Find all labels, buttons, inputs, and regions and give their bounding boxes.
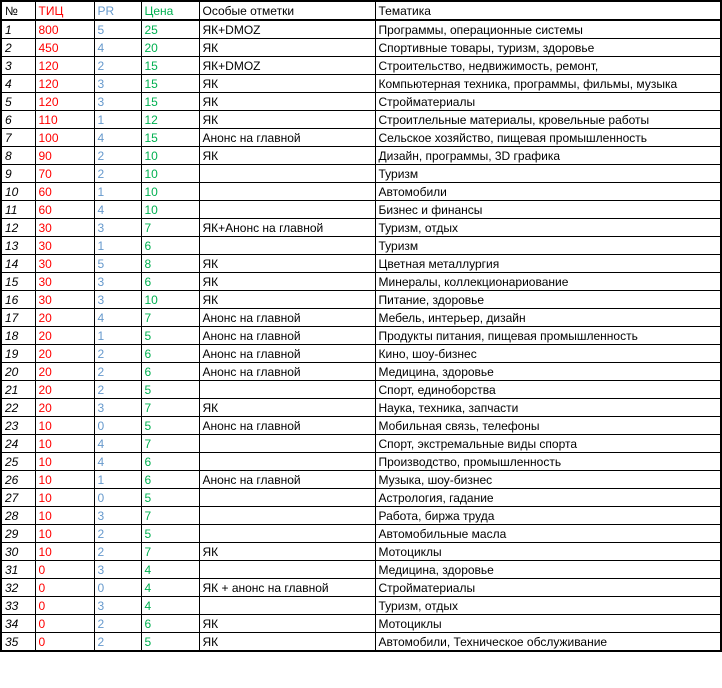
cell-tic[interactable]: 30: [35, 219, 94, 237]
cell-theme[interactable]: Наука, техника, запчасти: [375, 399, 721, 417]
table-row: [1, 291, 721, 309]
cell-row-number[interactable]: 8: [1, 147, 35, 165]
cell-theme[interactable]: Дизайн, программы, 3D графика: [375, 147, 721, 165]
cell-row-number[interactable]: 12: [1, 219, 35, 237]
cell-theme[interactable]: Питание, здоровье: [375, 291, 721, 309]
cell-price[interactable]: 10: [141, 183, 199, 201]
table-row: [1, 165, 721, 183]
table-row: [1, 273, 721, 291]
column-header-price[interactable]: Цена: [141, 1, 199, 20]
table-row: [1, 327, 721, 345]
table-row: [1, 75, 721, 93]
column-header-pr[interactable]: PR: [94, 1, 141, 20]
cell-price[interactable]: 15: [141, 75, 199, 93]
cell-tic[interactable]: 30: [35, 291, 94, 309]
cell-special-marks[interactable]: [199, 165, 375, 183]
table-row: [1, 561, 721, 579]
cell-tic[interactable]: 20: [35, 399, 94, 417]
cell-row-number[interactable]: 10: [1, 183, 35, 201]
table-row: [1, 183, 721, 201]
cell-price[interactable]: 6: [141, 273, 199, 291]
cell-pr[interactable]: 3: [94, 597, 141, 615]
cell-price[interactable]: 25: [141, 20, 199, 39]
cell-special-marks[interactable]: [199, 381, 375, 399]
cell-row-number[interactable]: 9: [1, 165, 35, 183]
table-row: [1, 39, 721, 57]
cell-theme[interactable]: Мотоциклы: [375, 543, 721, 561]
cell-tic[interactable]: 0: [35, 597, 94, 615]
cell-row-number[interactable]: 24: [1, 435, 35, 453]
table-row: [1, 309, 721, 327]
cell-price[interactable]: 10: [141, 147, 199, 165]
table-row: [1, 471, 721, 489]
cell-tic[interactable]: 120: [35, 93, 94, 111]
cell-tic[interactable]: 30: [35, 273, 94, 291]
table-row: [1, 201, 721, 219]
cell-tic[interactable]: 20: [35, 363, 94, 381]
cell-tic[interactable]: 110: [35, 111, 94, 129]
table-row: [1, 579, 721, 597]
cell-tic[interactable]: 10: [35, 417, 94, 435]
cell-price[interactable]: 6: [141, 237, 199, 255]
cell-row-number[interactable]: 29: [1, 525, 35, 543]
cell-special-marks[interactable]: [199, 201, 375, 219]
cell-special-marks[interactable]: Анонс на главной: [199, 129, 375, 147]
cell-pr[interactable]: 1: [94, 471, 141, 489]
table-row: [1, 147, 721, 165]
cell-special-marks[interactable]: ЯК: [199, 273, 375, 291]
table-row: [1, 363, 721, 381]
cell-special-marks[interactable]: ЯК: [199, 255, 375, 273]
cell-tic[interactable]: 10: [35, 543, 94, 561]
cell-pr[interactable]: 2: [94, 525, 141, 543]
cell-theme[interactable]: Спортивные товары, туризм, здоровье: [375, 39, 721, 57]
cell-row-number[interactable]: 18: [1, 327, 35, 345]
cell-pr[interactable]: 3: [94, 291, 141, 309]
cell-row-number[interactable]: 23: [1, 417, 35, 435]
cell-price[interactable]: 6: [141, 615, 199, 633]
cell-row-number[interactable]: 33: [1, 597, 35, 615]
cell-pr[interactable]: 4: [94, 435, 141, 453]
table-body: [1, 20, 721, 651]
cell-theme[interactable]: Туризм, отдых: [375, 219, 721, 237]
cell-theme[interactable]: Кино, шоу-бизнес: [375, 345, 721, 363]
cell-row-number[interactable]: 32: [1, 579, 35, 597]
cell-pr[interactable]: 1: [94, 111, 141, 129]
cell-special-marks[interactable]: ЯК: [199, 75, 375, 93]
cell-special-marks[interactable]: Анонс на главной: [199, 471, 375, 489]
cell-tic[interactable]: 10: [35, 435, 94, 453]
cell-special-marks[interactable]: Анонс на главной: [199, 417, 375, 435]
cell-row-number[interactable]: 5: [1, 93, 35, 111]
cell-special-marks[interactable]: [199, 489, 375, 507]
cell-price[interactable]: 7: [141, 507, 199, 525]
cell-special-marks[interactable]: ЯК: [199, 633, 375, 652]
cell-special-marks[interactable]: ЯК: [199, 615, 375, 633]
cell-pr[interactable]: 3: [94, 399, 141, 417]
table-row: [1, 129, 721, 147]
table-row: [1, 615, 721, 633]
cell-theme[interactable]: Бизнес и финансы: [375, 201, 721, 219]
cell-pr[interactable]: 3: [94, 561, 141, 579]
cell-pr[interactable]: 2: [94, 363, 141, 381]
table-row: [1, 453, 721, 471]
cell-price[interactable]: 4: [141, 597, 199, 615]
cell-price[interactable]: 20: [141, 39, 199, 57]
cell-row-number[interactable]: 14: [1, 255, 35, 273]
cell-theme[interactable]: Мебель, интерьер, дизайн: [375, 309, 721, 327]
cell-row-number[interactable]: 1: [1, 20, 35, 39]
cell-special-marks[interactable]: ЯК: [199, 39, 375, 57]
cell-price[interactable]: 7: [141, 543, 199, 561]
table-row: [1, 111, 721, 129]
cell-price[interactable]: 5: [141, 381, 199, 399]
cell-special-marks[interactable]: [199, 525, 375, 543]
cell-special-marks[interactable]: ЯК+DMOZ: [199, 57, 375, 75]
cell-row-number[interactable]: 19: [1, 345, 35, 363]
cell-pr[interactable]: 2: [94, 57, 141, 75]
table-row: [1, 255, 721, 273]
cell-price[interactable]: 12: [141, 111, 199, 129]
cell-theme[interactable]: Спорт, экстремальные виды спорта: [375, 435, 721, 453]
cell-row-number[interactable]: 4: [1, 75, 35, 93]
cell-tic[interactable]: 10: [35, 489, 94, 507]
cell-price[interactable]: 6: [141, 471, 199, 489]
cell-pr[interactable]: 3: [94, 93, 141, 111]
table-row: [1, 525, 721, 543]
cell-row-number[interactable]: 17: [1, 309, 35, 327]
cell-special-marks[interactable]: ЯК + анонс на главной: [199, 579, 375, 597]
cell-tic[interactable]: 450: [35, 39, 94, 57]
cell-row-number[interactable]: 30: [1, 543, 35, 561]
cell-pr[interactable]: 1: [94, 183, 141, 201]
cell-tic[interactable]: 20: [35, 309, 94, 327]
cell-price[interactable]: 6: [141, 453, 199, 471]
table-row: [1, 543, 721, 561]
cell-theme[interactable]: Цветная металлургия: [375, 255, 721, 273]
cell-pr[interactable]: 0: [94, 489, 141, 507]
cell-theme[interactable]: Автомобили: [375, 183, 721, 201]
cell-price[interactable]: 15: [141, 57, 199, 75]
cell-pr[interactable]: 3: [94, 219, 141, 237]
cell-theme[interactable]: Медицина, здоровье: [375, 561, 721, 579]
cell-special-marks[interactable]: ЯК+DMOZ: [199, 20, 375, 39]
cell-theme[interactable]: Работа, биржа труда: [375, 507, 721, 525]
cell-pr[interactable]: 5: [94, 255, 141, 273]
column-header-theme[interactable]: Тематика: [375, 1, 721, 20]
cell-theme[interactable]: Мобильная связь, телефоны: [375, 417, 721, 435]
header-row: [1, 1, 721, 20]
cell-special-marks[interactable]: [199, 561, 375, 579]
cell-price[interactable]: 6: [141, 345, 199, 363]
cell-pr[interactable]: 2: [94, 165, 141, 183]
cell-price[interactable]: 6: [141, 363, 199, 381]
cell-special-marks[interactable]: ЯК: [199, 93, 375, 111]
table-row: [1, 219, 721, 237]
cell-tic[interactable]: 0: [35, 561, 94, 579]
cell-pr[interactable]: 5: [94, 20, 141, 39]
cell-tic[interactable]: 120: [35, 57, 94, 75]
table-row: [1, 237, 721, 255]
cell-special-marks[interactable]: ЯК: [199, 111, 375, 129]
cell-special-marks[interactable]: [199, 507, 375, 525]
cell-row-number[interactable]: 26: [1, 471, 35, 489]
cell-tic[interactable]: 90: [35, 147, 94, 165]
column-header-tic[interactable]: ТИЦ: [35, 1, 94, 20]
cell-row-number[interactable]: 2: [1, 39, 35, 57]
table-row: [1, 435, 721, 453]
table-row: [1, 345, 721, 363]
cell-special-marks[interactable]: ЯК: [199, 291, 375, 309]
cell-theme[interactable]: Музыка, шоу-бизнес: [375, 471, 721, 489]
cell-special-marks[interactable]: [199, 597, 375, 615]
cell-theme[interactable]: Строитлельные материалы, кровельные работы: [375, 111, 721, 129]
cell-special-marks[interactable]: Анонс на главной: [199, 345, 375, 363]
cell-row-number[interactable]: 7: [1, 129, 35, 147]
cell-row-number[interactable]: 20: [1, 363, 35, 381]
cell-pr[interactable]: 3: [94, 507, 141, 525]
cell-pr[interactable]: 4: [94, 201, 141, 219]
cell-price[interactable]: 7: [141, 309, 199, 327]
cell-pr[interactable]: 4: [94, 39, 141, 57]
cell-pr[interactable]: 2: [94, 615, 141, 633]
cell-price[interactable]: 5: [141, 489, 199, 507]
cell-pr[interactable]: 1: [94, 327, 141, 345]
cell-row-number[interactable]: 27: [1, 489, 35, 507]
cell-tic[interactable]: 0: [35, 579, 94, 597]
cell-pr[interactable]: 4: [94, 129, 141, 147]
cell-price[interactable]: 7: [141, 399, 199, 417]
cell-pr[interactable]: 2: [94, 543, 141, 561]
cell-row-number[interactable]: 11: [1, 201, 35, 219]
cell-price[interactable]: 10: [141, 201, 199, 219]
cell-special-marks[interactable]: [199, 183, 375, 201]
cell-theme[interactable]: Мотоциклы: [375, 615, 721, 633]
cell-tic[interactable]: 70: [35, 165, 94, 183]
cell-price[interactable]: 4: [141, 579, 199, 597]
table-header: [1, 1, 721, 20]
cell-theme[interactable]: Спорт, единоборства: [375, 381, 721, 399]
cell-row-number[interactable]: 31: [1, 561, 35, 579]
cell-row-number[interactable]: 13: [1, 237, 35, 255]
cell-special-marks[interactable]: Анонс на главной: [199, 363, 375, 381]
cell-pr[interactable]: 4: [94, 309, 141, 327]
table-row: [1, 93, 721, 111]
cell-theme[interactable]: Туризм: [375, 165, 721, 183]
cell-price[interactable]: 5: [141, 327, 199, 345]
cell-pr[interactable]: 2: [94, 633, 141, 652]
cell-special-marks[interactable]: [199, 237, 375, 255]
cell-special-marks[interactable]: ЯК: [199, 399, 375, 417]
cell-row-number[interactable]: 34: [1, 615, 35, 633]
cell-price[interactable]: 15: [141, 129, 199, 147]
table-row: [1, 20, 721, 39]
cell-price[interactable]: 15: [141, 93, 199, 111]
cell-row-number[interactable]: 25: [1, 453, 35, 471]
cell-price[interactable]: 7: [141, 219, 199, 237]
cell-tic[interactable]: 10: [35, 453, 94, 471]
cell-row-number[interactable]: 21: [1, 381, 35, 399]
table-row: [1, 417, 721, 435]
cell-price[interactable]: 5: [141, 633, 199, 652]
cell-price[interactable]: 5: [141, 417, 199, 435]
cell-pr[interactable]: 2: [94, 147, 141, 165]
cell-theme[interactable]: Производство, промышленность: [375, 453, 721, 471]
cell-pr[interactable]: 2: [94, 345, 141, 363]
cell-price[interactable]: 7: [141, 435, 199, 453]
cell-theme[interactable]: Стройматериалы: [375, 93, 721, 111]
cell-pr[interactable]: 4: [94, 453, 141, 471]
table-row: [1, 57, 721, 75]
table-row: [1, 633, 721, 652]
cell-pr[interactable]: 0: [94, 417, 141, 435]
cell-special-marks[interactable]: Анонс на главной: [199, 309, 375, 327]
cell-theme[interactable]: Астрология, гадание: [375, 489, 721, 507]
column-header-number[interactable]: №: [1, 1, 35, 20]
cell-theme[interactable]: Минералы, коллекционариование: [375, 273, 721, 291]
cell-theme[interactable]: Продукты питания, пищевая промышленность: [375, 327, 721, 345]
cell-theme[interactable]: Автомобили, Техническое обслуживание: [375, 633, 721, 652]
table-row: [1, 507, 721, 525]
cell-pr[interactable]: 3: [94, 273, 141, 291]
cell-price[interactable]: 4: [141, 561, 199, 579]
cell-pr[interactable]: 2: [94, 381, 141, 399]
table-row: [1, 489, 721, 507]
cell-tic[interactable]: 60: [35, 183, 94, 201]
cell-row-number[interactable]: 6: [1, 111, 35, 129]
cell-theme[interactable]: Медицина, здоровье: [375, 363, 721, 381]
table-row: [1, 399, 721, 417]
cell-price[interactable]: 10: [141, 291, 199, 309]
cell-tic[interactable]: 10: [35, 507, 94, 525]
cell-tic[interactable]: 120: [35, 75, 94, 93]
cell-price[interactable]: 5: [141, 525, 199, 543]
cell-tic[interactable]: 20: [35, 381, 94, 399]
cell-tic[interactable]: 10: [35, 471, 94, 489]
cell-special-marks[interactable]: [199, 453, 375, 471]
cell-theme[interactable]: Строительство, недвижимость, ремонт,: [375, 57, 721, 75]
cell-row-number[interactable]: 35: [1, 633, 35, 652]
cell-row-number[interactable]: 28: [1, 507, 35, 525]
cell-tic[interactable]: 0: [35, 615, 94, 633]
cell-pr[interactable]: 1: [94, 237, 141, 255]
cell-tic[interactable]: 0: [35, 633, 94, 652]
column-header-special-marks[interactable]: Особые отметки: [199, 1, 375, 20]
cell-pr[interactable]: 0: [94, 579, 141, 597]
cell-row-number[interactable]: 22: [1, 399, 35, 417]
cell-price[interactable]: 8: [141, 255, 199, 273]
cell-tic[interactable]: 800: [35, 20, 94, 39]
cell-special-marks[interactable]: ЯК: [199, 543, 375, 561]
cell-row-number[interactable]: 15: [1, 273, 35, 291]
cell-price[interactable]: 10: [141, 165, 199, 183]
cell-theme[interactable]: Туризм, отдых: [375, 597, 721, 615]
cell-theme[interactable]: Компьютерная техника, программы, фильмы, музыка: [375, 75, 721, 93]
cell-theme[interactable]: Сельское хозяйство, пищевая промышленность: [375, 129, 721, 147]
cell-tic[interactable]: 60: [35, 201, 94, 219]
cell-row-number[interactable]: 3: [1, 57, 35, 75]
cell-special-marks[interactable]: [199, 435, 375, 453]
cell-theme[interactable]: Программы, операционные системы: [375, 20, 721, 39]
cell-tic[interactable]: 30: [35, 255, 94, 273]
cell-tic[interactable]: 100: [35, 129, 94, 147]
table-row: [1, 381, 721, 399]
cell-row-number[interactable]: 16: [1, 291, 35, 309]
cell-theme[interactable]: Туризм: [375, 237, 721, 255]
cell-theme[interactable]: Автомобильные масла: [375, 525, 721, 543]
cell-special-marks[interactable]: ЯК+Анонс на главной: [199, 219, 375, 237]
cell-tic[interactable]: 30: [35, 237, 94, 255]
cell-pr[interactable]: 3: [94, 75, 141, 93]
cell-special-marks[interactable]: Анонс на главной: [199, 327, 375, 345]
cell-theme[interactable]: Стройматериалы: [375, 579, 721, 597]
cell-tic[interactable]: 20: [35, 327, 94, 345]
cell-tic[interactable]: 10: [35, 525, 94, 543]
cell-tic[interactable]: 20: [35, 345, 94, 363]
cell-special-marks[interactable]: ЯК: [199, 147, 375, 165]
table-row: [1, 597, 721, 615]
